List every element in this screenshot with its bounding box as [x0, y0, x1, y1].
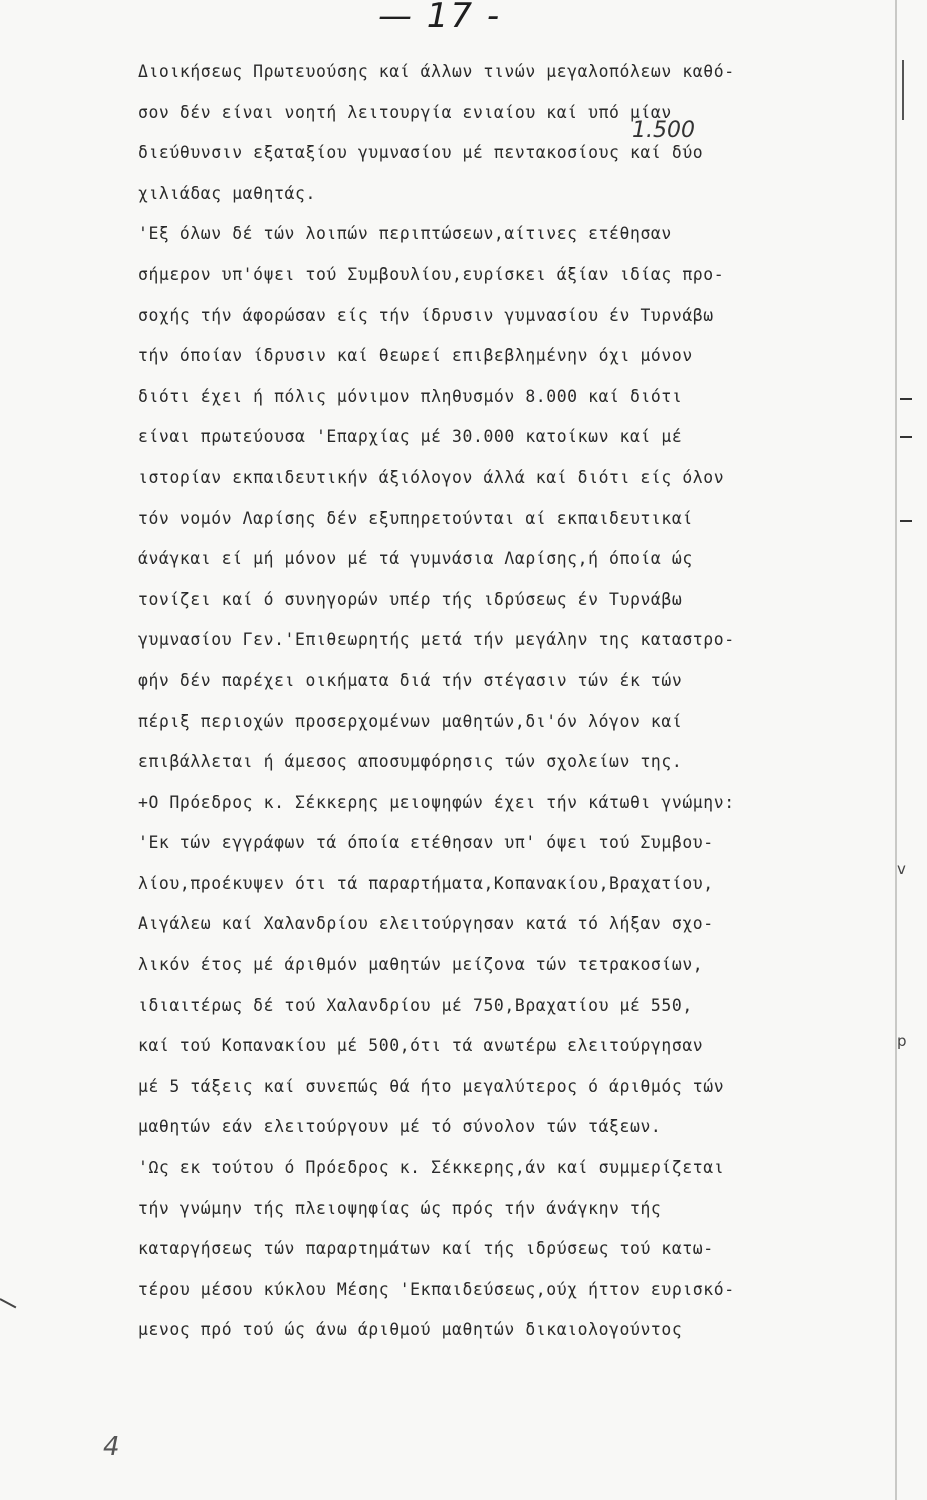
text-line: +Ο Πρόεδρος κ. Σέκκερης μειοψηφών έχει τήν κάτωθι γνώμην:	[138, 792, 735, 812]
text-line: σοχής τήν άφορώσαν είς τήν ίδρυσιν γυμνασίου έν Τυρνάβω	[138, 305, 714, 325]
text-line: 'Ως εκ τούτου ό Πρόεδρος κ. Σέκκερης,άν καί συμμερίζεται	[138, 1158, 725, 1178]
margin-letter: v	[897, 860, 906, 878]
text-line: σήμερον υπ'όψει τού Συμβουλίου,ευρίσκει άξίαν ιδίας προ-	[138, 264, 725, 284]
text-line: διεύθυνσιν εξαταξίου γυμνασίου μέ πεντακοσίους καί δύο	[138, 143, 704, 163]
text-line: λίου,προέκυψεν ότι τά παραρτήματα,Κοπανακίου,Βραχατίου,	[138, 873, 714, 893]
text-line: μαθητών εάν ελειτούργουν μέ τό σύνολον τών τάξεων.	[138, 1117, 662, 1137]
margin-letter: p	[897, 1032, 907, 1050]
text-line: γυμνασίου Γεν.'Επιθεωρητής μετά τήν μεγάλην της καταστρο-	[138, 630, 735, 650]
margin-tick	[900, 520, 912, 522]
text-line: λικόν έτος μέ άριθμόν μαθητών μείζονα τών τετρακοσίων,	[138, 955, 704, 975]
text-line: τέρου μέσου κύκλου Μέσης 'Εκπαιδεύσεως,ούχ ήττον ευρισκό-	[138, 1279, 735, 1299]
page-number: — 17 -	[378, 0, 502, 36]
corner-mark: 4	[103, 1432, 120, 1462]
text-line: επιβάλλεται ή άμεσος αποσυμφόρησις τών σχολείων της.	[138, 752, 683, 772]
text-line: ιδιαιτέρως δέ τού Χαλανδρίου μέ 750,Βραχατίου μέ 550,	[138, 995, 693, 1015]
typed-body-text	[138, 52, 883, 1351]
binding-edge	[895, 0, 897, 1500]
text-line: μενος πρό τού ώς άνω άριθμού μαθητών δικαιολογούντος	[138, 1320, 683, 1340]
margin-tick	[900, 398, 912, 400]
text-line: καί τού Κοπανακίου μέ 500,ότι τά ανωτέρω ελειτούργησαν	[138, 1036, 704, 1056]
text-line: Διοικήσεως Πρωτευούσης καί άλλων τινών μεγαλοπόλεων καθό-	[138, 62, 735, 81]
handwritten-correction: 1.500	[632, 118, 695, 143]
text-line: τόν νομόν Λαρίσης δέν εξυπηρετούνται αί εκπαιδευτικαί	[138, 508, 693, 528]
text-line: 'Εξ όλων δέ τών λοιπών περιπτώσεων,αίτινες ετέθησαν	[138, 224, 672, 244]
text-line: ιστορίαν εκπαιδευτικήν άξιόλογον άλλά καί διότι είς όλον	[138, 467, 725, 487]
text-line: τήν γνώμην τής πλειοψηφίας ώς πρός τήν άνάγκην τής	[138, 1198, 662, 1218]
text-line: Αιγάλεω καί Χαλανδρίου ελειτούργησαν κατά τό λήξαν σχο-	[138, 914, 714, 934]
text-line: φήν δέν παρέχει οικήματα διά τήν στέγασιν τών έκ τών	[138, 670, 683, 690]
binding-edge-mark	[902, 60, 904, 120]
text-line: χιλιάδας μαθητάς.	[138, 183, 316, 203]
text-line: είναι πρωτεύουσα 'Επαρχίας μέ 30.000 κατοίκων καί μέ	[138, 427, 683, 447]
text-line: τήν όποίαν ίδρυσιν καί θεωρεί επιβεβλημένην όχι μόνον	[138, 346, 693, 366]
text-line: τονίζει καί ό συνηγορών υπέρ τής ιδρύσεως έν Τυρνάβω	[138, 589, 683, 609]
margin-tick	[900, 436, 912, 438]
text-line: άνάγκαι εί μή μόνον μέ τά γυμνάσια Λαρίσης,ή όποία ώς	[138, 549, 693, 569]
text-line: πέριξ περιοχών προσερχομένων μαθητών,δι'όν λόγον καί	[138, 711, 683, 731]
text-line: καταργήσεως τών παραρτημάτων καί τής ιδρύσεως τού κατω-	[138, 1239, 714, 1259]
text-line: μέ 5 τάξεις καί συνεπώς θά ήτο μεγαλύτερος ό άριθμός τών	[138, 1076, 725, 1096]
text-line: διότι έχει ή πόλις μόνιμον πληθυσμόν 8.000 καί διότι	[138, 386, 683, 406]
text-line: σον δέν είναι νοητή λειτουργία ενιαίου καί υπό μίαν	[138, 102, 672, 122]
text-line: 'Εκ τών εγγράφων τά όποία ετέθησαν υπ' όψει τού Συμβου-	[138, 833, 714, 853]
margin-tick	[0, 1298, 16, 1308]
